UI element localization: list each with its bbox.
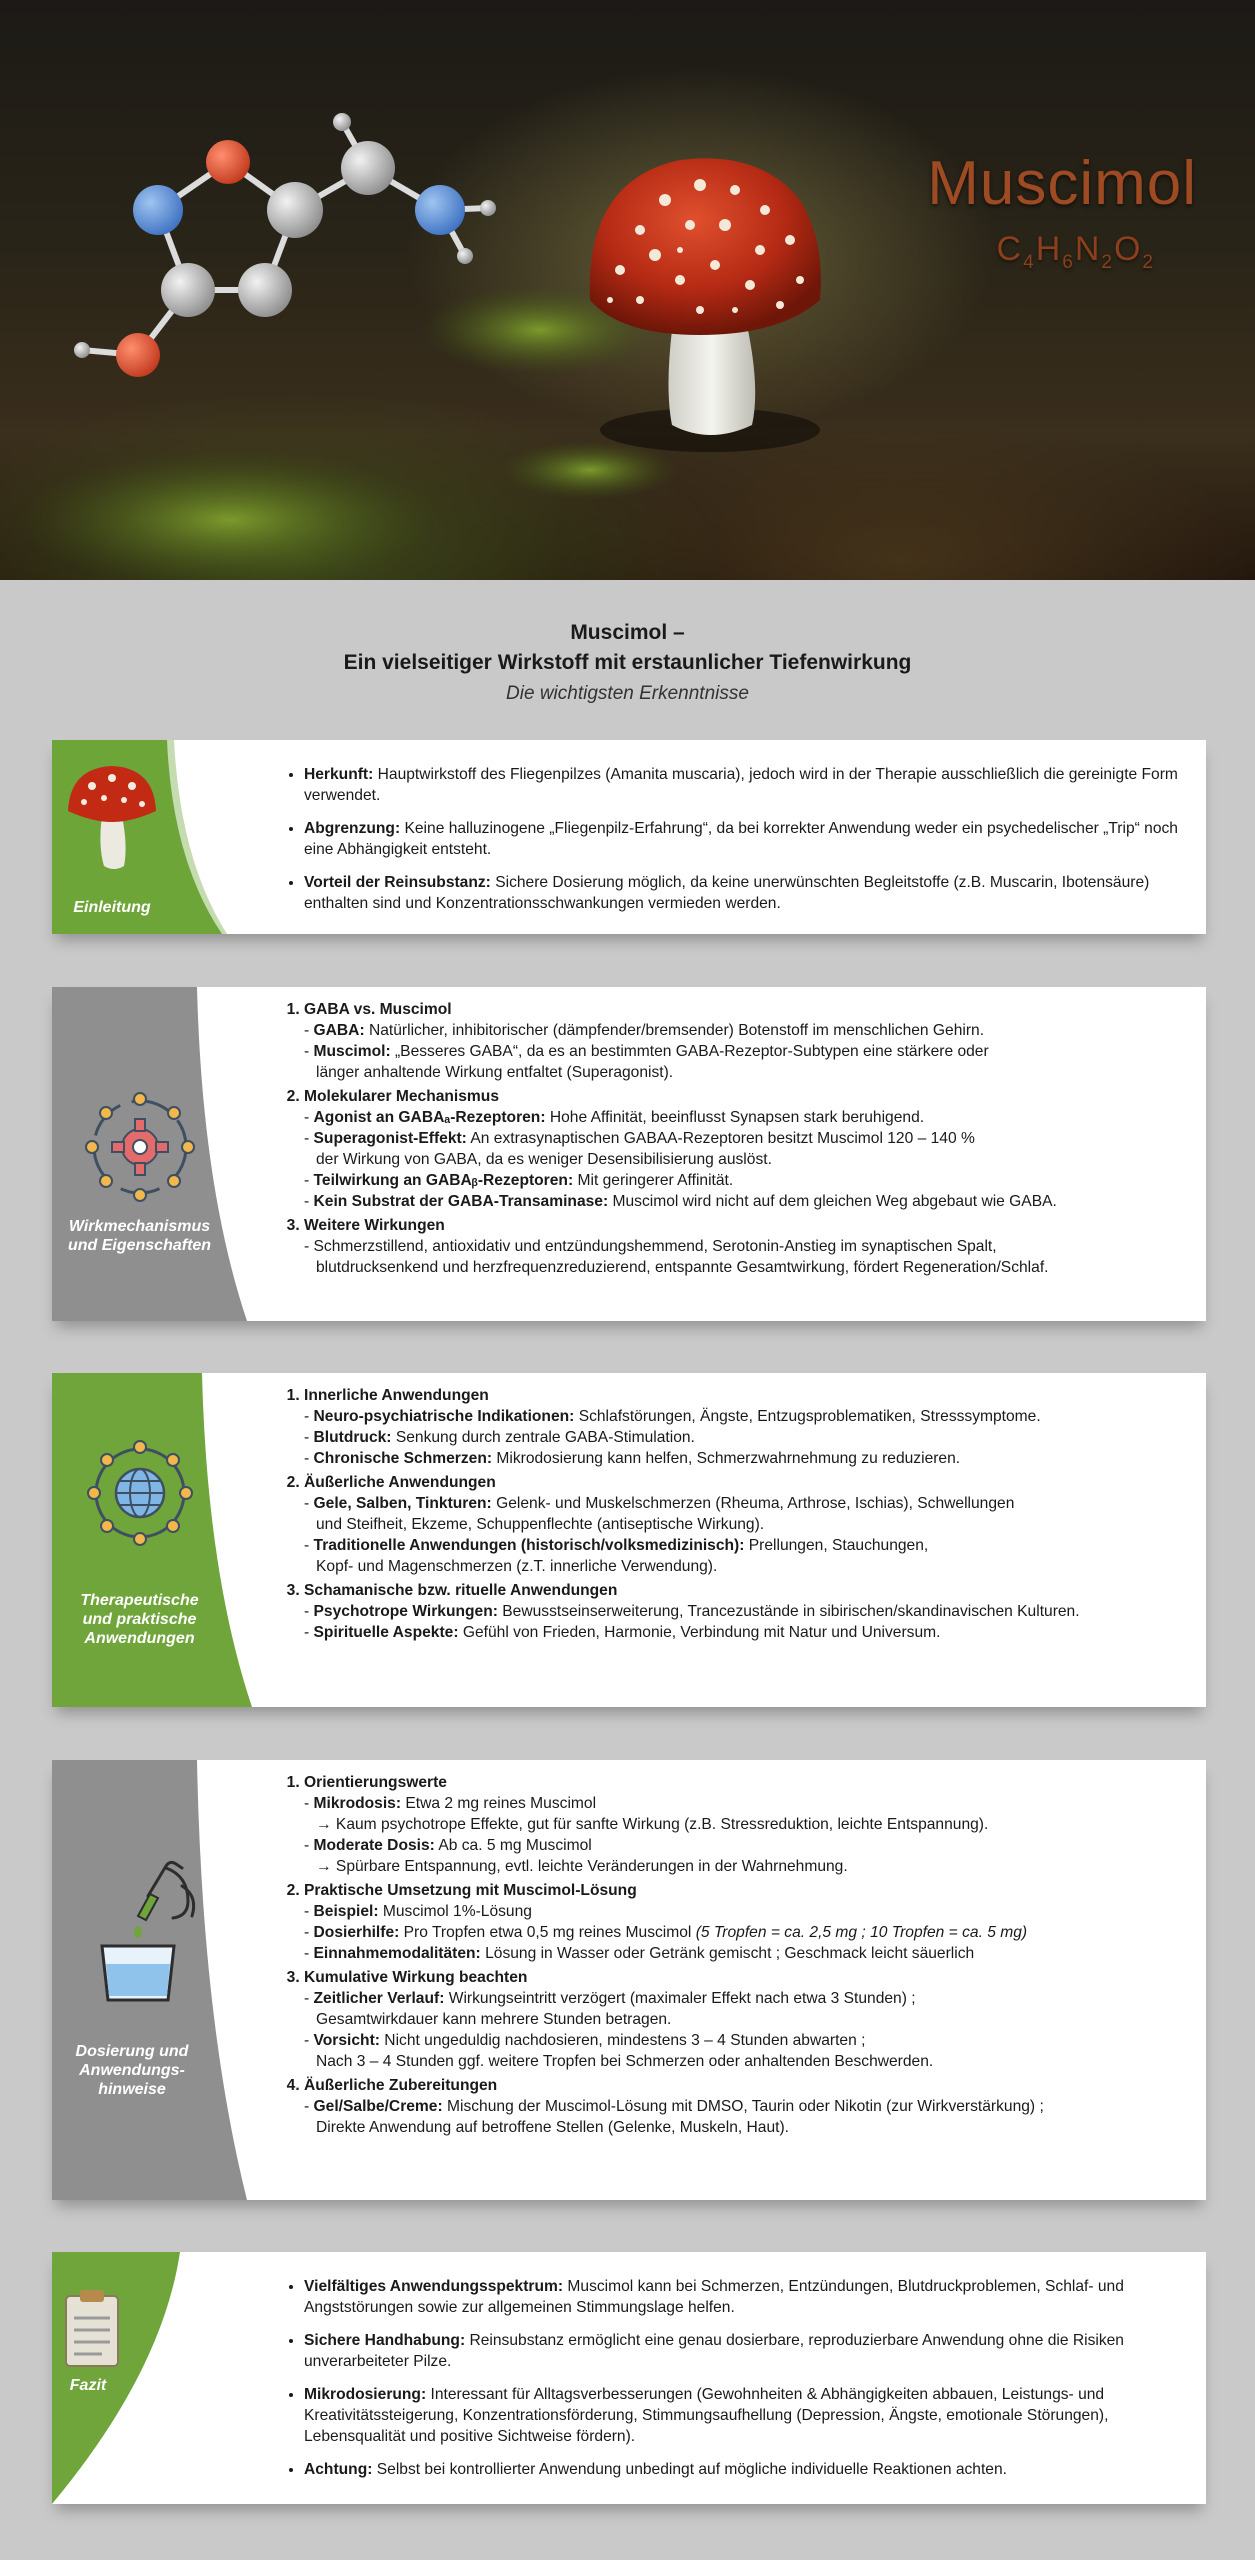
list-item: 1. Innerliche Anwendungen - Neuro-psychiatrische Indikationen: Schlafstörungen, Ängste, Entzugsproblematiken, Stresssymptome. - Blutdruck: Senkung durch zentrale GABA-Stimulation. - Chronische Schmerzen: Mikrodosierung kann helfen, Schmerzwahrnehmung zu reduzieren. [304,1385,1188,1469]
fly-agaric-mushroom [590,158,821,452]
section-content [280,999,1188,1281]
list-item: 2. Praktische Umsetzung mit Muscimol-Lösung - Beispiel: Muscimol 1%-Lösung - Dosierhilfe: Pro Tropfen etwa 0,5 mg reines Muscimol (5 Tropfen = ca. 2,5 mg ; 10 Tropfen = ca. 5 mg) - Einnahmemodalitäten: Lösung in Wasser oder Getränk gemischt ; Geschmack leicht säuerlich [304,1880,1188,1964]
section-sidebar [52,987,252,1321]
section-label: Dosierung und Anwendungs- hinweise [75,2043,189,2098]
clipboard-icon [62,2288,122,2368]
section-therapy [52,1373,1206,1707]
section-conclusion [52,2252,1206,2504]
list-item: 3. Weitere Wirkungen - Schmerzstillend, antioxidativ und entzündungshemmend, Serotonin-Anstieg im synaptischen Spalt, blutdrucksenkend und herzfrequenzreduzierend, entspannte Gesamtwirkung, fördert Regeneration/Schlaf. [304,1215,1188,1278]
list-item: 1. Orientierungswerte - Mikrodosis: Etwa 2 mg reines Muscimol → Kaum psychotrope Effekte, gut für sanfte Wirkung (z.B. Stressreduktion, leichte Entspannung). - Moderate Dosis: Ab ca. 5 mg Muscimol → Spürbare Entspannung, evtl. leichte Veränderungen in der Wahrnehmung. [304,1772,1188,1877]
list-item: 3. Schamanische bzw. rituelle Anwendungen - Psychotrope Wirkungen: Bewusstseinserweiterung, Trancezustände in sibirischen/skandinavischen Kulturen. - Spirituelle Aspekte: Gefühl von Frieden, Harmonie, Verbindung mit Natur und Universum. [304,1580,1188,1643]
hero-banner [0,0,1255,580]
list-item: 2. Äußerliche Anwendungen - Gele, Salben, Tinkturen: Gelenk- und Muskelschmerzen (Rheuma, Arthrose, Ischias), Schwellungen und Steifheit, Ekzeme, Schuppenflechte (antiseptische Wirkung). - Traditionelle Anwendungen (historisch/volksmedizinisch): Prellungen, Stauchungen, Kopf- und Magenschmerzen (z.T. innerliche Verwendung). [304,1472,1188,1577]
list-item: 1. GABA vs. Muscimol - GABA: Natürlicher, inhibitorischer (dämpfender/bremsender) Botenstoff im menschlichen Gehirn. - Muscimol: „Besseres GABA“, da es an bestimmten GABA-Rezeptor-Subtypen eine stärkere oder länger anhaltende Wirkung entfaltet (Superagonist). [304,999,1188,1083]
chemical-formula: $C_4H_6N_2O_2$ [996,230,1155,273]
list-item: • Abgrenzung: Keine halluzinogene „Fliegenpilz-Erfahrung“, da bei korrekter Anwendung weder ein psychedelischer „Trip“ noch eine Abhängigkeit entsteht. [304,818,1188,860]
list-item: • Vielfältiges Anwendungsspektrum: Muscimol kann bei Schmerzen, Entzündungen, Blutdruckproblemen, Schlaf- und Angststörungen sowie zur allgemeinen Stimmungslage helfen. [304,2276,1188,2318]
section-sidebar [52,1760,252,2200]
section-label: Einleitung [73,899,151,916]
mushroom-icon [62,756,162,876]
dropper-glass-icon [88,1846,208,2006]
list-item: 3. Kumulative Wirkung beachten - Zeitlicher Verlauf: Wirkungseintritt verzögert (maximaler Effekt nach etwa 3 Stunden) ; Gesamtwirkdauer kann mehrere Stunden betragen. - Vorsicht: Nicht ungeduldig nachdosieren, mindestens 3 – 4 Stunden abwarten ; Nach 3 – 4 Stunden ggf. weitere Tropfen bei Schmerzen oder anhaltenden Beschwerden. [304,1967,1188,2072]
section-content [280,1385,1188,1646]
list-item: • Vorteil der Reinsubstanz: Sichere Dosierung möglich, da keine unerwünschten Begleitstoffe (z.B. Muscarin, Ibotensäure) enthalten sind und Konzentrationsschwankungen vermieden werden. [304,872,1188,914]
section-sidebar [52,740,252,934]
section-label: Therapeutische und praktische Anwendungen [80,1592,199,1647]
page-heading [0,580,1255,728]
section-label: Fazit [69,2377,107,2394]
list-item: 2. Molekularer Mechanismus - Agonist an GABAₐ-Rezeptoren: Hohe Affinität, beeinflusst Synapsen stark beruhigend. - Superagonist-Effekt: An extrasynaptischen GABAA-Rezeptoren besitzt Muscimol 120 – 140 % der Wirkung von GABA, da es weniger Desensibilisierung auslöst. - Teilwirkung an GABAᵦ-Rezeptoren: Mit geringerer Affinität. - Kein Substrat der GABA-Transaminase: Muscimol wird nicht auf dem gleichen Weg abgebaut wie GABA. [304,1086,1188,1212]
list-item: • Sichere Handhabung: Reinsubstanz ermöglicht eine genau dosierbare, reproduzierbare Anwendung ohne die Risiken unverarbeiteter Pilze. [304,2330,1188,2372]
section-mechanism [52,987,1206,1321]
globe-network-icon [80,1433,200,1553]
section-sidebar [52,2252,252,2504]
section-dosage [52,1760,1206,2200]
hero-illustration [0,0,1255,580]
page-title-line2: Ein vielseitiger Wirkstoff mit erstaunlicher Tiefenwirkung [343,651,912,674]
section-content [280,1772,1188,2141]
list-item: • Mikrodosierung: Interessant für Alltagsverbesserungen (Gewohnheiten & Abhängigkeiten abbauen, Leistungs- und Kreativitätssteigerung, Konzentrationsförderung, Stimmungsaufhellung (Depression, Ängste, emotionale Störungen), Lebensqualität und positive Sichtweise fördern). [304,2384,1188,2447]
gear-network-icon [80,1087,200,1207]
section-content [280,764,1188,926]
section-label: Wirkmechanismus und Eigenschaften [67,1218,212,1254]
hero-title: Muscimol [927,149,1197,218]
list-item: • Achtung: Selbst bei kontrollierter Anwendung unbedingt auf mögliche individuelle Reaktionen achten. [304,2459,1188,2480]
list-item: • Herkunft: Hauptwirkstoff des Fliegenpilzes (Amanita muscaria), jedoch wird in der Therapie ausschließlich die gereinigte Form verwendet. [304,764,1188,806]
page-title: Muscimol – [570,621,685,644]
list-item: 4. Äußerliche Zubereitungen - Gel/Salbe/Creme: Mischung der Muscimol-Lösung mit DMSO, Taurin oder Nikotin (zur Wirkverstärkung) ; Direkte Anwendung auf betroffene Stellen (Gelenke, Muskeln, Haut). [304,2075,1188,2138]
page-subtitle: Die wichtigsten Erkenntnisse [506,683,749,704]
section-intro [52,740,1206,934]
moss-patch [20,450,440,580]
section-content [280,2276,1188,2492]
section-sidebar [52,1373,252,1707]
moss-patch [500,440,680,500]
